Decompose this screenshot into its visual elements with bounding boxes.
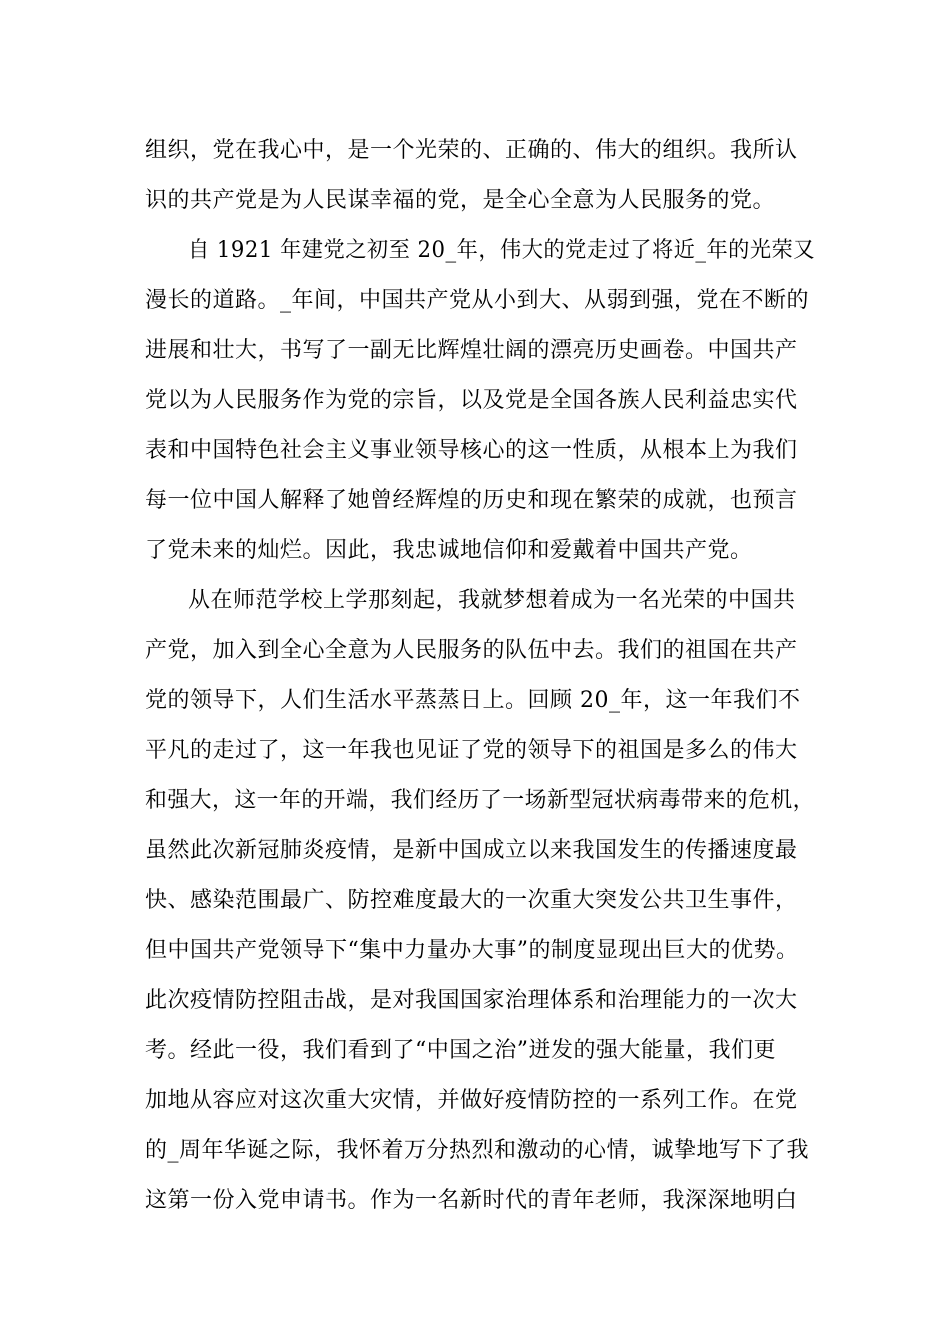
text-line: 考。经此一役，我们看到了“中国之治”迸发的强大能量，我们更 (145, 1038, 776, 1063)
text-line: 从在师范学校上学那刻起，我就梦想着成为一名光荣的中国共 (188, 588, 796, 613)
text-line: 党以为人民服务作为党的宗旨，以及党是全国各族人民利益忠实代 (145, 388, 798, 413)
text-line: 快、感染范围最广、防控难度最大的一次重大突发公共卫生事件， (145, 888, 798, 913)
text-line: 每一位中国人解释了她曾经辉煌的历史和现在繁荣的成就，也预言 (145, 488, 798, 513)
text-line: 此次疫情防控阻击战，是对我国国家治理体系和治理能力的一次大 (145, 988, 798, 1013)
text-line: 和强大，这一年的开端，我们经历了一场新型冠状病毒带来的危机， (145, 788, 816, 813)
text-line: 虽然此次新冠肺炎疫情，是新中国成立以来我国发生的传播速度最 (145, 838, 798, 863)
text-line: 加地从容应对这次重大灾情，并做好疫情防控的一系列工作。在党 (145, 1088, 798, 1113)
text-line: 但中国共产党领导下“集中力量办大事”的制度显现出巨大的优势。 (145, 938, 799, 963)
text-line: 这第一份入党申请书。作为一名新时代的青年老师，我深深地明白 (145, 1188, 798, 1213)
text-line: 漫长的道路。_年间，中国共产党从小到大、从弱到强，党在不断的 (145, 288, 810, 313)
text-line: 产党，加入到全心全意为人民服务的队伍中去。我们的祖国在共产 (145, 638, 798, 663)
text-line: 识的共产党是为人民谋幸福的党，是全心全意为人民服务的党。 (145, 188, 776, 213)
text-line: 自 1921 年建党之初至 20_年，伟大的党走过了将近_年的光荣又 (188, 238, 815, 263)
text-line: 的_周年华诞之际，我怀着万分热烈和激动的心情，诚挚地写下了我 (145, 1138, 810, 1163)
text-line: 表和中国特色社会主义事业领导核心的这一性质，从根本上为我们 (145, 438, 798, 463)
text-line: 组织，党在我心中，是一个光荣的、正确的、伟大的组织。我所认 (145, 138, 798, 163)
text-line: 平凡的走过了，这一年我也见证了党的领导下的祖国是多么的伟大 (145, 738, 798, 763)
text-line: 党的领导下，人们生活水平蒸蒸日上。回顾 20_年，这一年我们不 (145, 688, 801, 713)
text-line: 进展和壮大，书写了一副无比辉煌壮阔的漂亮历史画卷。中国共产 (145, 338, 798, 363)
text-line: 了党未来的灿烂。因此，我忠诚地信仰和爱戴着中国共产党。 (145, 538, 753, 563)
